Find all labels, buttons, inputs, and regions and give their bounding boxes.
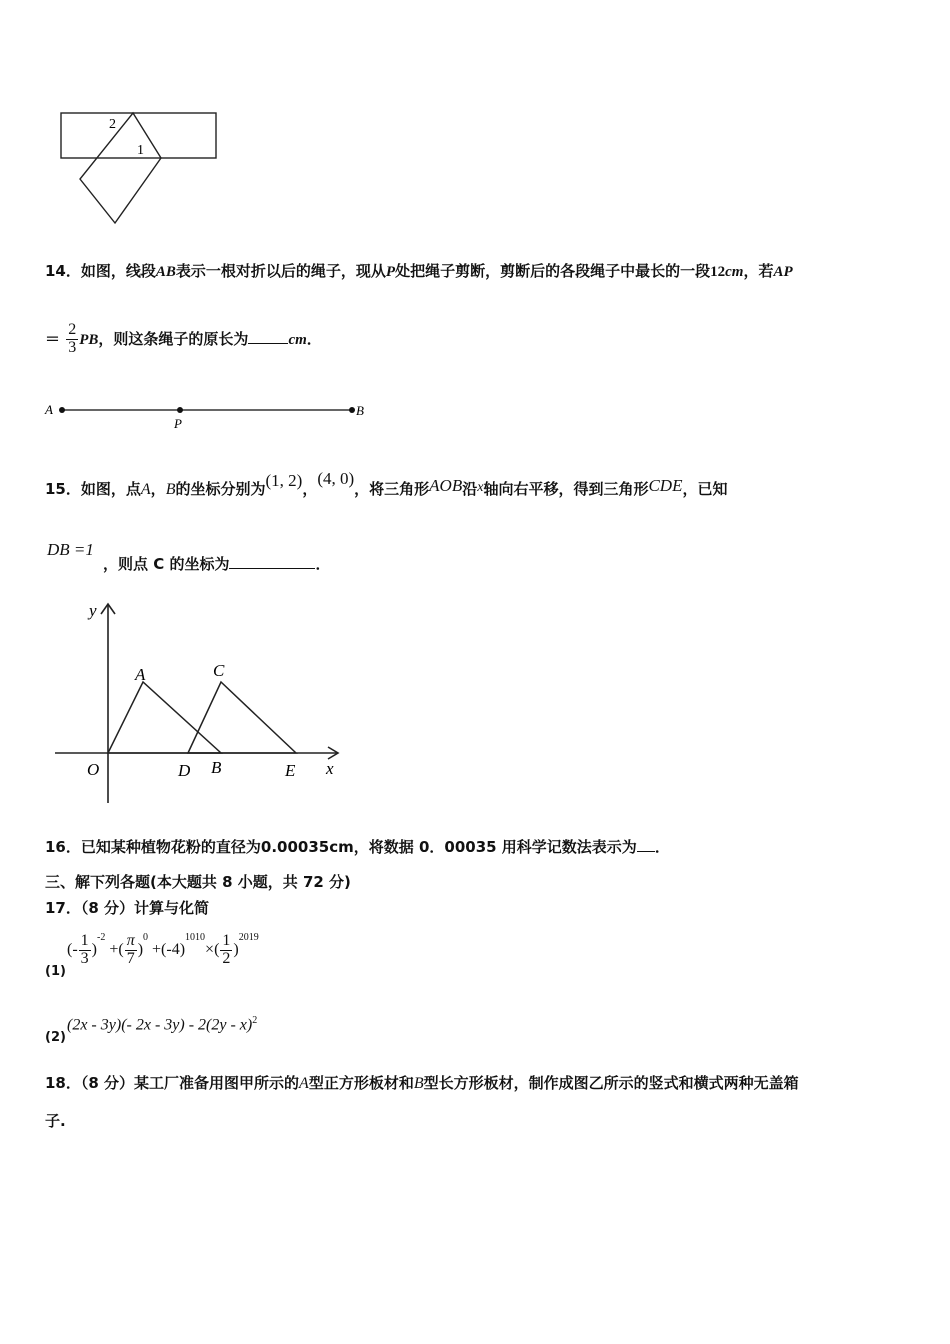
- label-a: A: [45, 402, 53, 417]
- question-16: 16．已知某种植物花粉的直径为0.00035cm，将数据 0．00035 用科学记数法表示为 ．: [45, 838, 670, 856]
- label-y: y: [89, 601, 97, 620]
- label-e: E: [285, 761, 296, 780]
- question-14-line2: ＝ $\frac{2}{3}$ PB，则这条绳子的原长为 cm．: [45, 321, 322, 356]
- fold-figure: [55, 105, 225, 230]
- section-title: 三、解下列各题(本大题共 8 小题，共 72 分): [45, 873, 351, 891]
- coordinate-figure: [45, 598, 350, 808]
- point-a: [59, 407, 65, 413]
- q14-number: 14．: [45, 262, 81, 280]
- answer-blank-q14[interactable]: [248, 329, 288, 344]
- fraction-two-thirds: $\frac{2}{3}$: [68, 321, 77, 356]
- question-14: 14．如图，线段AB表示一根对折以后的绳子，现从P处把绳子剪断，剪断后的各段绳子中最长的一段12cm，若AP: [45, 262, 793, 280]
- question-15-line2: DB =1: [47, 540, 94, 559]
- rhombus-shape: [80, 113, 161, 223]
- answer-blank-q16[interactable]: [637, 837, 655, 852]
- q17-expression-2: (2x - 3y)(- 2x - 3y) - 2(2y - x)$^2$: [67, 1015, 258, 1034]
- label-a: A: [135, 665, 146, 684]
- triangle-cde: [188, 682, 296, 753]
- label-d: D: [178, 761, 191, 780]
- question-18: 18．（8 分）某工厂准备用图甲所示的A型正方形板材和B型长方形板材，制作成图乙所示的竖式和横式两种无盖箱: [45, 1074, 799, 1092]
- answer-blank-q15[interactable]: [229, 554, 315, 569]
- angle-label-1: 1: [137, 143, 144, 158]
- angle-label-2: 2: [109, 117, 116, 132]
- part1-label: (1): [45, 964, 66, 979]
- question-15-line2b: ，则点 C 的坐标为 ．: [103, 555, 331, 573]
- q17-part1: [45, 930, 66, 979]
- label-x: x: [326, 759, 334, 778]
- point-b: [349, 407, 355, 413]
- question-17-title: 17．（8 分）计算与化简: [45, 899, 210, 917]
- label-p: P: [174, 416, 182, 431]
- label-b: B: [356, 403, 364, 418]
- label-c: C: [213, 661, 225, 680]
- label-o: O: [87, 760, 100, 779]
- label-b: B: [211, 758, 222, 777]
- point-p: [177, 407, 183, 413]
- rope-segment-figure: [40, 396, 380, 436]
- part2-label: (2): [45, 1030, 66, 1045]
- question-18-line2: 子.: [45, 1112, 66, 1130]
- q15-number: 15．: [45, 480, 81, 498]
- question-15: 15．如图，点A，B的坐标分别为(1, 2)，(4, 0)，将三角形AOB沿x轴向右平移，得到三角形CDE，已知: [45, 469, 728, 498]
- q17-expression-1: (- $\frac{1}{3}$ )$^{-2}$ +( $\frac{\pi}{7}$ )$^0 +(-4)^{1010}\times$( $\frac{1}{2}$ )$^{2019}$: [67, 932, 259, 967]
- q16-number: 16．: [45, 838, 81, 856]
